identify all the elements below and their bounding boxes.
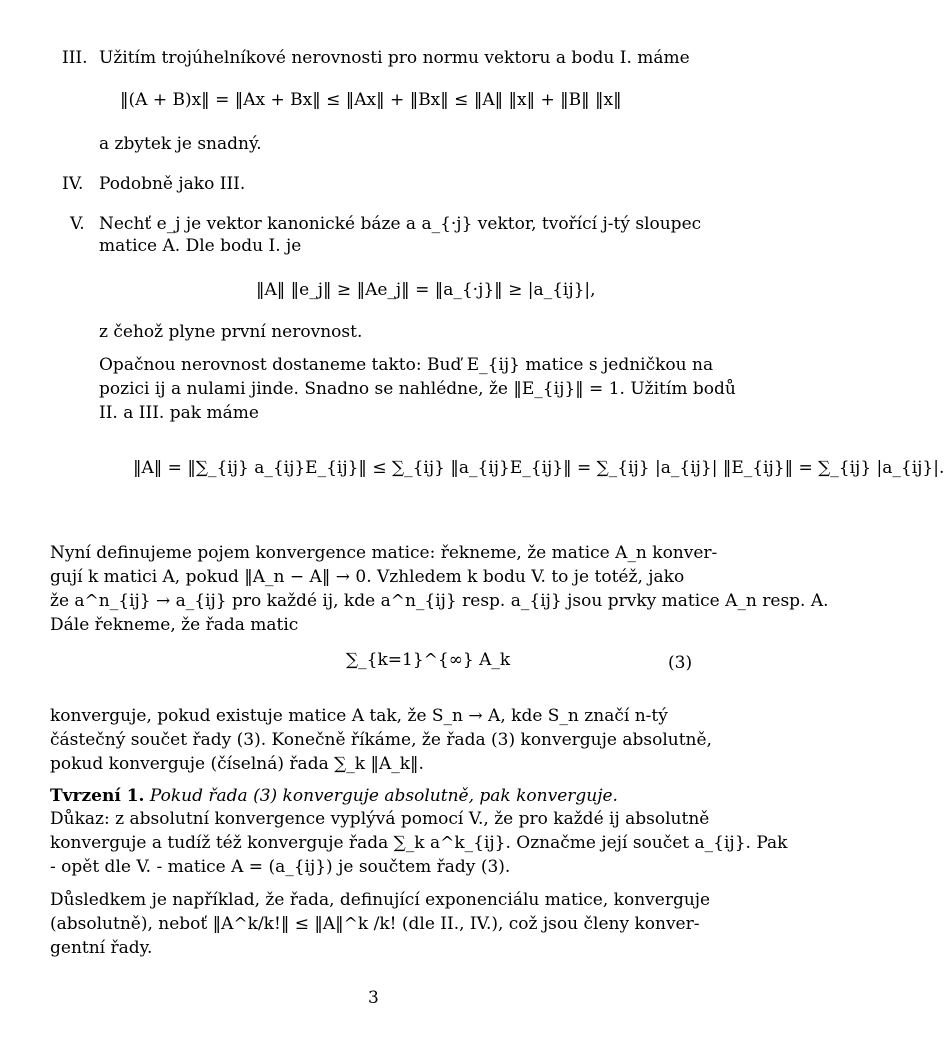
paragraph-3-line2: (absolutně), neboť ‖A^k/k!‖ ≤ ‖A‖^k /k! (dle II., IV.), což jsou členy konver- xyxy=(50,914,700,934)
item-text-v-p2-line2: pozici ij a nulami jinde. Snadno se nahlédne, že ‖E_{ij}‖ = 1. Užitím bodů xyxy=(99,379,736,399)
theorem-text: Pokud řada (3) konverguje absolutně, pak konverguje. xyxy=(149,786,618,806)
item-label-v: V. xyxy=(70,214,85,234)
item-text-v-p2-line3: II. a III. pak máme xyxy=(99,403,259,423)
item-text-v-p2-line1: Opačnou nerovnost dostaneme takto: Buď E_{ij} matice s jedničkou na xyxy=(99,355,714,375)
paragraph-3-line3: gentní řady. xyxy=(50,938,153,958)
paragraph-1-line2: gují k matici A, pokud ‖A_n − A‖ → 0. Vzhledem k bodu V. to je totéž, jako xyxy=(50,567,685,587)
paragraph-2-line2: částečný součet řady (3). Konečně říkáme, že řada (3) konverguje absolutně, xyxy=(50,730,712,750)
paragraph-1-line1: Nyní definujeme pojem konvergence matice: řekneme, že matice A_n konver- xyxy=(50,543,718,563)
equation-series: ∑_{k=1}^{∞} A_k xyxy=(346,650,511,670)
proof-line1: Důkaz: z absolutní konvergence vyplývá pomocí V., že pro každé ij absolutně xyxy=(50,809,710,829)
theorem xyxy=(50,786,618,806)
page-number: 3 xyxy=(368,988,379,1008)
equation-norm-sum: ‖A‖ = ‖∑_{ij} a_{ij}E_{ij}‖ ≤ ∑_{ij} ‖a_{ij}E_{ij}‖ = ∑_{ij} |a_{ij}| ‖E_{ij}‖ = ∑_{ij} |a_{ij}|. xyxy=(133,458,944,478)
paragraph-1-line3: že a^n_{ij} → a_{ij} pro každé ij, kde a^n_{ij} resp. a_{ij} jsou prvky matice A_n resp. A. xyxy=(50,591,829,611)
equation-triangle-inequality: ‖(A + B)x‖ = ‖Ax + Bx‖ ≤ ‖Ax‖ + ‖Bx‖ ≤ ‖A‖ ‖x‖ + ‖B‖ ‖x‖ xyxy=(120,90,622,110)
paragraph-3-line1: Důsledkem je například, že řada, definující exponenciálu matice, konverguje xyxy=(50,890,711,910)
item-text-iv: Podobně jako III. xyxy=(99,174,246,194)
paragraph-1-line4: Dále řekneme, že řada matic xyxy=(50,615,299,635)
equation-norm-column: ‖A‖ ‖e_j‖ ≥ ‖Ae_j‖ = ‖a_{·j}‖ ≥ |a_{ij}|, xyxy=(256,280,596,300)
equation-number: (3) xyxy=(668,653,693,673)
item-label-iv: IV. xyxy=(62,174,84,194)
proof-line3: - opět dle V. - matice A = (a_{ij}) je součtem řady (3). xyxy=(50,857,511,877)
item-text-v-line1: Nechť e_j je vektor kanonické báze a a_{·j} vektor, tvořící j-tý sloupec xyxy=(99,214,702,234)
theorem-label: Tvrzení 1. xyxy=(50,786,145,806)
paragraph-2-line1: konverguje, pokud existuje matice A tak, že S_n → A, kde S_n značí n-tý xyxy=(50,706,668,726)
item-text-iii: Užitím trojúhelníkové nerovnosti pro normu vektoru a bodu I. máme xyxy=(99,48,690,68)
item-text-v-line2: matice A. Dle bodu I. je xyxy=(99,236,302,256)
item-text-v-after: z čehož plyne první nerovnost. xyxy=(99,322,363,342)
proof-line2: konverguje a tudíž též konverguje řada ∑_k a^k_{ij}. Označme její součet a_{ij}. Pak xyxy=(50,833,788,853)
item-text-iii-rest: a zbytek je snadný. xyxy=(99,134,262,154)
paragraph-2-line3: pokud konverguje (číselná) řada ∑_k ‖A_k‖. xyxy=(50,754,424,774)
item-label-iii: III. xyxy=(62,48,88,68)
